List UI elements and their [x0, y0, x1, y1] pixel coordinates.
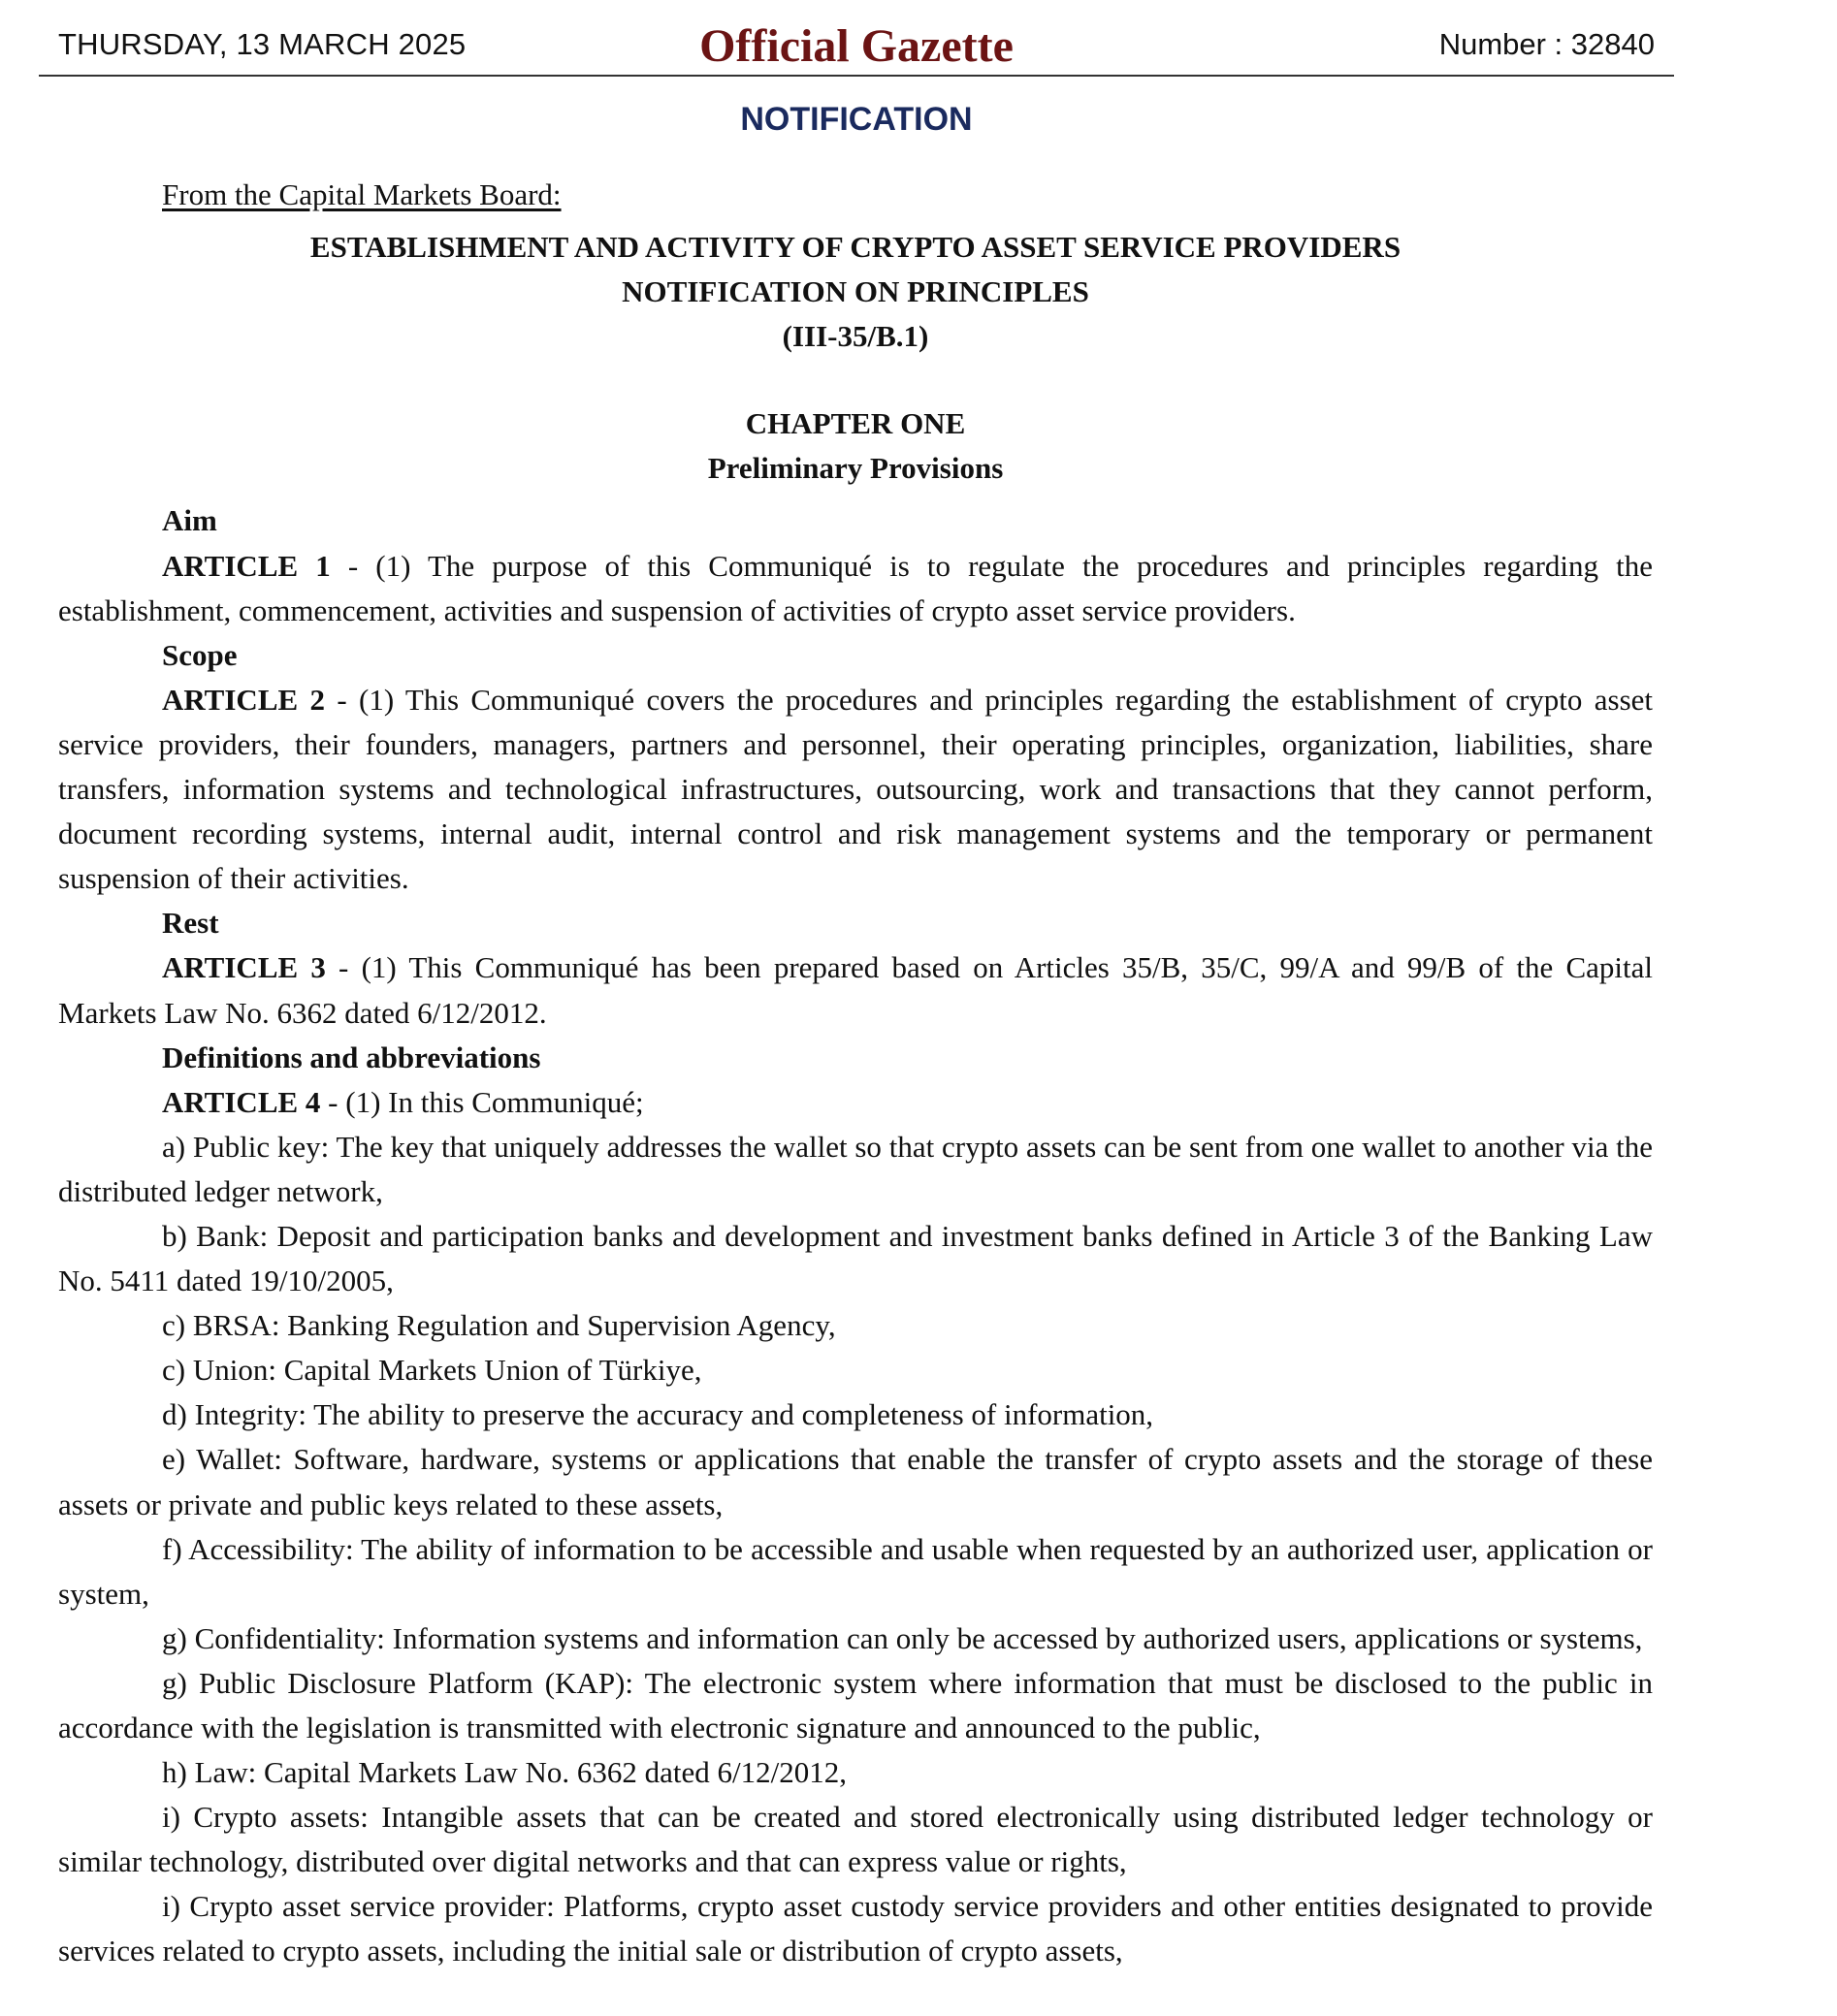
article-paragraph — [58, 544, 1653, 633]
article-paragraph — [58, 945, 1653, 1035]
article-heading: Aim — [162, 503, 217, 538]
definition-item: b) Bank: Deposit and participation banks and development and investment banks defined in Article 3 of the Banking Law No. 5411 dated 19/10/2005, — [58, 1218, 1653, 1298]
article-paragraph — [58, 678, 1653, 901]
article-text: - (1) The purpose of this Communiqué is to regulate the procedures and principles regarding the establishment, commencement, activities and suspension of activities of crypto asset service providers. — [58, 548, 1653, 627]
chapter-subtitle: Preliminary Provisions — [707, 451, 1004, 486]
article-paragraph — [58, 1080, 1653, 1125]
definition-item: g) Confidentiality: Information systems and information can only be accessed by authorized users, applications or systems, — [162, 1620, 1643, 1655]
article-label: ARTICLE 4 — [162, 1084, 321, 1119]
definition-item: d) Integrity: The ability to preserve the accuracy and completeness of information, — [162, 1397, 1154, 1432]
header-divider — [39, 75, 1674, 77]
definition-item: f) Accessibility: The ability of information to be accessible and usable when requested by an authorized user, application or system, — [58, 1531, 1653, 1611]
definition-item: c) BRSA: Banking Regulation and Supervision Agency, — [162, 1308, 836, 1343]
issue-date: THURSDAY, 13 MARCH 2025 — [58, 27, 467, 61]
article-text: - (1) This Communiqué covers the procedures and principles regarding the establishment of crypto asset service providers, their founders, managers, partners and personnel, their operating principles, organization, liabilities, share transfers, information systems and technological infrastructures, outsourcing, work and transactions that they cannot perform, document recording systems, internal audit, internal control and risk management systems and the temporary or permanent suspension of their activities. — [58, 682, 1654, 896]
document-title-line-1: ESTABLISHMENT AND ACTIVITY OF CRYPTO ASSET SERVICE PROVIDERS — [309, 230, 1402, 264]
definition-item: i) Crypto assets: Intangible assets that can be created and stored electronically using distributed ledger technology or similar technology, distributed over digital networks and that can express value or rights, — [58, 1800, 1653, 1879]
article-heading: Definitions and abbreviations — [162, 1040, 541, 1074]
definition-item: i) Crypto asset service provider: Platforms, crypto asset custody service providers and other entities designated to provide services related to crypto assets, including the initial sale or distribution of crypto assets, — [58, 1889, 1653, 1968]
definition-item: a) Public key: The key that uniquely addresses the wallet so that crypto assets can be sent from one wallet to another via the distributed ledger network, — [58, 1129, 1653, 1208]
definition-item: g) Public Disclosure Platform (KAP): The electronic system where information that must be disclosed to the public in accordance with the legislation is transmitted with electronic signature and announced to the public, — [58, 1665, 1653, 1744]
issue-number: Number : 32840 — [1438, 27, 1655, 61]
document-code: (III-35/B.1) — [782, 319, 929, 354]
document-title-line-2: NOTIFICATION ON PRINCIPLES — [622, 274, 1089, 309]
article-label: ARTICLE 3 — [162, 950, 326, 985]
definition-item: e) Wallet: Software, hardware, systems or applications that enable the transfer of crypto assets and the storage of these assets or private and public keys related to these assets, — [58, 1442, 1653, 1521]
article-label: ARTICLE 1 — [162, 548, 331, 583]
article-heading: Rest — [162, 906, 219, 941]
issuer-line: From the Capital Markets Board: — [162, 177, 562, 211]
section-label: NOTIFICATION — [740, 101, 973, 138]
chapter-title: CHAPTER ONE — [745, 406, 966, 441]
article-heading: Scope — [162, 637, 238, 672]
definition-item: c) Union: Capital Markets Union of Türkiye, — [162, 1353, 702, 1388]
gazette-header — [39, 17, 1674, 76]
article-text: - (1) In this Communiqué; — [320, 1084, 644, 1119]
document-body — [58, 173, 1653, 1974]
definition-item: h) Law: Capital Markets Law No. 6362 dated 6/12/2012, — [162, 1755, 847, 1790]
article-label: ARTICLE 2 — [162, 682, 326, 717]
article-text: - (1) This Communiqué has been prepared based on Articles 35/B, 35/C, 99/A and 99/B of the Capital Markets Law No. 6362 dated 6/12/2012. — [58, 950, 1653, 1030]
gazette-title: Official Gazette — [699, 20, 1014, 72]
